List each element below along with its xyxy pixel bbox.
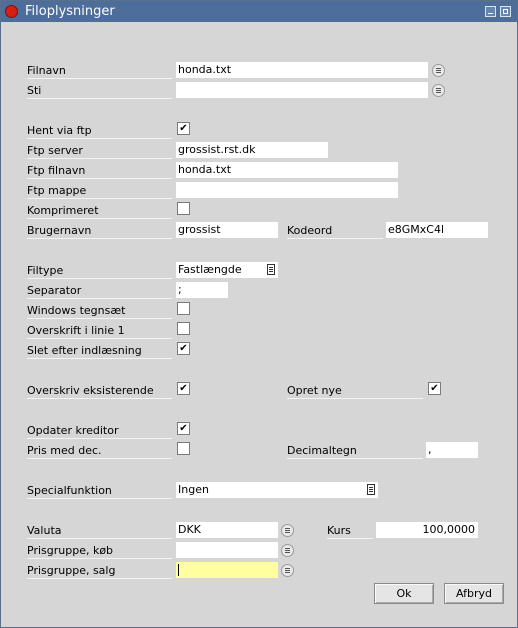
title-bar[interactable]: [1, 1, 517, 22]
ftp-server-label: Ftp server: [27, 143, 172, 159]
ftp-filnavn-label: Ftp filnavn: [27, 163, 172, 179]
filtype-select[interactable]: [176, 262, 278, 278]
pris-med-dec-checkbox[interactable]: [177, 442, 190, 455]
windows-tegnsaet-label: Windows tegnsæt: [27, 303, 172, 319]
brugernavn-field[interactable]: grossist: [176, 222, 278, 238]
overskrift-label: Overskrift i linie 1: [27, 323, 172, 339]
valuta-field[interactable]: DKK: [176, 522, 278, 538]
ftp-mappe-label: Ftp mappe: [27, 183, 172, 199]
valuta-label: Valuta: [27, 523, 172, 539]
separator-field[interactable]: ;: [176, 282, 228, 298]
ftp-mappe-field[interactable]: [176, 182, 398, 198]
komprimeret-label: Komprimeret: [27, 203, 172, 219]
opdater-kreditor-checkbox[interactable]: ✔: [177, 422, 190, 435]
sti-field[interactable]: [176, 82, 428, 98]
prisgruppe-salg-lookup-icon[interactable]: [281, 564, 294, 577]
close-dot-icon[interactable]: [6, 6, 17, 17]
prisgruppe-kob-field[interactable]: [176, 542, 278, 558]
sti-lookup-icon[interactable]: [432, 84, 445, 97]
opret-nye-checkbox[interactable]: ✔: [428, 382, 441, 395]
slet-checkbox[interactable]: ✔: [177, 342, 190, 355]
specialfunktion-value: Ingen: [178, 483, 209, 496]
kurs-field[interactable]: 100,0000: [376, 522, 478, 538]
hent-via-ftp-label: Hent via ftp: [27, 123, 172, 139]
overskrift-checkbox[interactable]: [177, 322, 190, 335]
prisgruppe-kob-label: Prisgruppe, køb: [27, 543, 172, 559]
slet-label: Slet efter indlæsning: [27, 343, 172, 359]
ok-button[interactable]: Ok: [374, 583, 434, 604]
window-title: Filoplysninger: [25, 4, 115, 19]
sti-label: Sti: [27, 83, 172, 99]
opret-nye-label: Opret nye: [287, 383, 423, 399]
decimaltegn-label: Decimaltegn: [287, 443, 423, 459]
kurs-label: Kurs: [327, 523, 373, 539]
kodeord-label: Kodeord: [287, 223, 383, 239]
maximize-icon[interactable]: [500, 6, 511, 17]
minimize-icon[interactable]: [485, 6, 496, 17]
filtype-label: Filtype: [27, 263, 172, 279]
prisgruppe-kob-lookup-icon[interactable]: [281, 544, 294, 557]
prisgruppe-salg-field[interactable]: [176, 562, 278, 578]
filnavn-field[interactable]: honda.txt: [176, 62, 428, 78]
pris-med-dec-label: Pris med dec.: [27, 443, 172, 459]
overskriv-label: Overskriv eksisterende: [27, 383, 172, 399]
brugernavn-label: Brugernavn: [27, 223, 172, 239]
ftp-server-field[interactable]: grossist.rst.dk: [176, 142, 328, 158]
dropdown-icon[interactable]: [367, 484, 375, 495]
filnavn-label: Filnavn: [27, 63, 172, 79]
overskriv-checkbox[interactable]: ✔: [177, 382, 190, 395]
komprimeret-checkbox[interactable]: [177, 202, 190, 215]
text-cursor: [178, 564, 179, 576]
filnavn-lookup-icon[interactable]: [432, 64, 445, 77]
specialfunktion-label: Specialfunktion: [27, 483, 172, 499]
specialfunktion-select[interactable]: [176, 482, 378, 498]
kodeord-field[interactable]: e8GMxC4l: [386, 222, 488, 238]
opdater-kreditor-label: Opdater kreditor: [27, 423, 172, 439]
separator-label: Separator: [27, 283, 172, 299]
afbryd-button[interactable]: Afbryd: [444, 583, 504, 604]
ftp-filnavn-field[interactable]: honda.txt: [176, 162, 398, 178]
hent-via-ftp-checkbox[interactable]: ✔: [177, 122, 190, 135]
dropdown-icon[interactable]: [267, 264, 275, 275]
valuta-lookup-icon[interactable]: [281, 524, 294, 537]
prisgruppe-salg-label: Prisgruppe, salg: [27, 563, 172, 579]
decimaltegn-field[interactable]: ,: [426, 442, 478, 458]
windows-tegnsaet-checkbox[interactable]: [177, 302, 190, 315]
filtype-value: Fastlængde: [178, 263, 242, 276]
